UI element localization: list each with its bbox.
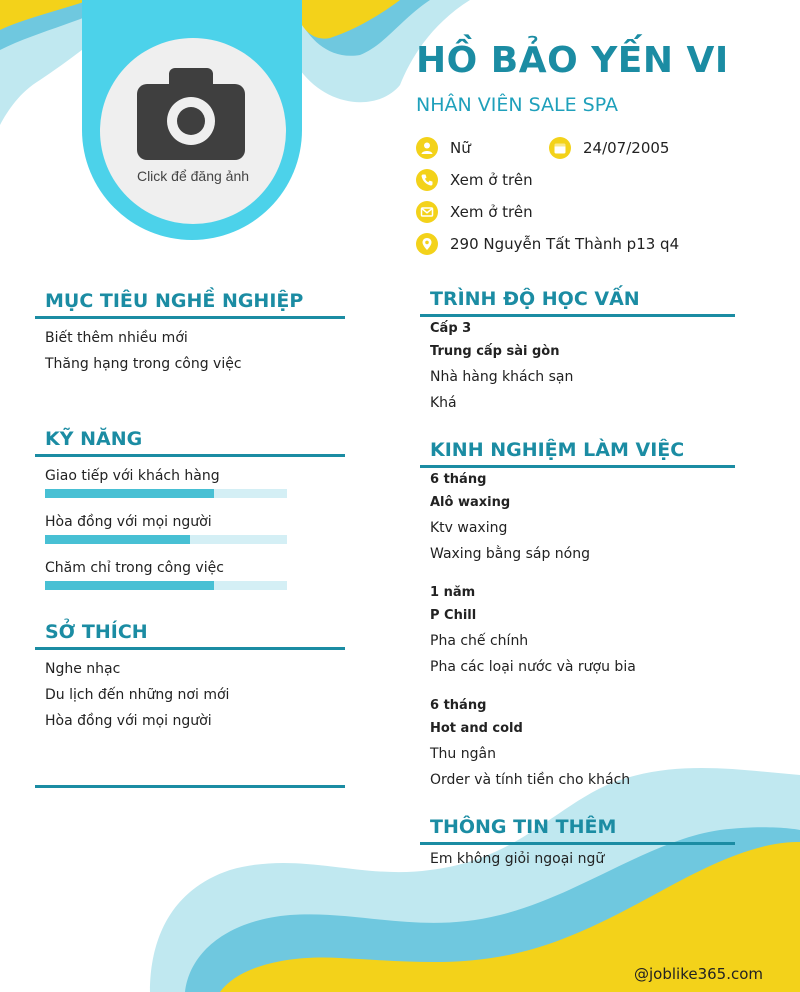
email-icon (416, 201, 438, 223)
gender-row (416, 137, 471, 159)
education-major: Nhà hàng khách sạn (430, 369, 574, 385)
objective-title: MỤC TIÊU NGHỀ NGHIỆP (45, 290, 304, 312)
education-divider (420, 314, 735, 317)
hobbies-title: SỞ THÍCH (45, 621, 148, 643)
experience-duration: 1 năm (430, 585, 476, 600)
extra-info-text: Em không giỏi ngoại ngữ (430, 851, 605, 867)
email-value: Xem ở trên (450, 203, 533, 221)
experience-title: KINH NGHIỆM LÀM VIỆC (430, 439, 685, 461)
experience-duration: 6 tháng (430, 698, 487, 713)
skills-title: KỸ NĂNG (45, 428, 143, 450)
skill-name: Giao tiếp với khách hàng (45, 468, 220, 484)
education-school: Trung cấp sài gòn (430, 344, 560, 359)
birthday-row (549, 137, 669, 159)
address-value: 290 Nguyễn Tất Thành p13 q4 (450, 235, 680, 253)
objective-item: Biết thêm nhiều mới (45, 330, 188, 346)
skill-bar-track (45, 489, 287, 498)
footer-watermark: @joblike365.com (634, 965, 764, 983)
phone-value: Xem ở trên (450, 171, 533, 189)
hobby-item: Du lịch đến những nơi mới (45, 687, 230, 703)
birthday-value: 24/07/2005 (583, 139, 670, 157)
phone-icon (416, 169, 438, 191)
experience-company: Hot and cold (430, 721, 523, 736)
camera-icon (137, 68, 245, 160)
education-grade: Khá (430, 395, 457, 411)
experience-position: Ktv waxing (430, 520, 508, 536)
email-row (416, 201, 533, 223)
experience-company: P Chill (430, 608, 477, 623)
extra-info-title: THÔNG TIN THÊM (430, 816, 617, 838)
skill-bar-track (45, 535, 287, 544)
objective-item: Thăng hạng trong công việc (45, 356, 242, 372)
education-title: TRÌNH ĐỘ HỌC VẤN (430, 288, 640, 310)
calendar-icon (549, 137, 571, 159)
hobbies-divider (35, 647, 345, 650)
experience-description: Waxing bằng sáp nóng (430, 546, 590, 562)
experience-company: Alô waxing (430, 495, 511, 510)
photo-upload-label[interactable]: Click để đăng ảnh (136, 168, 250, 184)
education-level: Cấp 3 (430, 321, 472, 336)
skill-bar-track (45, 581, 287, 590)
skill-name: Hòa đồng với mọi người (45, 514, 212, 530)
gender-value: Nữ (450, 139, 471, 157)
hobby-item: Hòa đồng với mọi người (45, 713, 212, 729)
location-pin-icon (416, 233, 438, 255)
address-row (416, 233, 679, 255)
experience-position: Pha chế chính (430, 633, 529, 649)
skills-divider (35, 454, 345, 457)
phone-row (416, 169, 533, 191)
skill-bar-fill (45, 489, 214, 498)
experience-position: Thu ngân (430, 746, 496, 762)
experience-divider (420, 465, 735, 468)
user-icon (416, 137, 438, 159)
skill-bar-fill (45, 581, 214, 590)
hobby-item: Nghe nhạc (45, 661, 121, 677)
experience-description: Pha các loại nước và rượu bia (430, 659, 636, 675)
experience-duration: 6 tháng (430, 472, 487, 487)
objective-divider (35, 316, 345, 319)
skill-name: Chăm chỉ trong công việc (45, 560, 224, 576)
skill-bar-fill (45, 535, 190, 544)
experience-description: Order và tính tiền cho khách (430, 772, 631, 788)
full-name: HỒ BẢO YẾN VI (416, 40, 729, 81)
left-column-end-divider (35, 785, 345, 788)
job-title: NHÂN VIÊN SALE SPA (416, 94, 618, 116)
extra-info-divider (420, 842, 735, 845)
